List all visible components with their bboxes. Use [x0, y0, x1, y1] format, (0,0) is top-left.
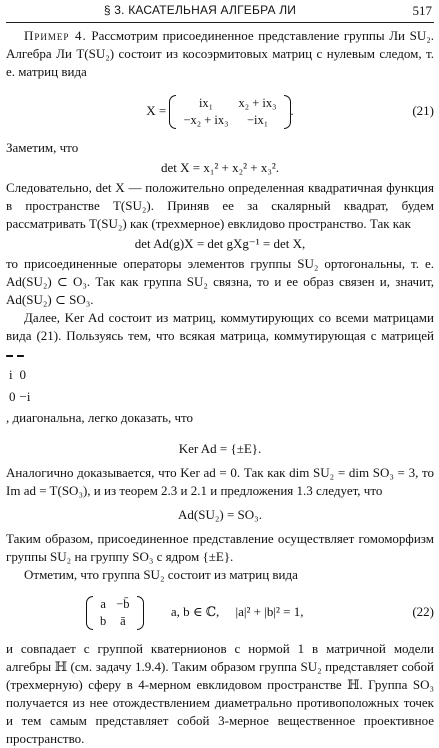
- matrix-cell: a: [100, 597, 106, 612]
- paragraph: Следовательно, det X — положительно определенная квадратичная функция в пространстве T(SU₂). Приняв ее за скалярный квадрат, будем рассматривать T(SU₂) как (трехмерное) евклидово пространство. Так как: [6, 180, 434, 231]
- example-label: Пример 4.: [24, 28, 87, 43]
- equation-number: (21): [412, 103, 434, 118]
- book-page: [6, 0, 434, 746]
- equation-ker: Ker Ad = {±E}.: [178, 441, 262, 456]
- paragraph-text: Далее, Ker Ad состоит из матриц, коммутирующих со всеми матрицами вида (21). Пользуясь тем, что всякая матрица, коммутирующая с матрицей: [6, 310, 434, 343]
- section-title: § 3. КАСАТЕЛЬНАЯ АЛГЕБРА ЛИ: [103, 3, 297, 17]
- matrix-cell: ā: [120, 614, 126, 629]
- equation-ad-su2: Ad(SU₂) = SO₃.: [178, 507, 262, 522]
- paragraph: и совпадает с группой кватернионов с нормой 1 в матричной модели алгебры ℍ (см. задачу 1.9.4). Таким образом группа SU₂ представляет собой (трехмерную) сферу в 4-мерном евклидовом пространстве ℍ. Группа SO₃ получается из нее отождествлением диаметрально противоположных точек и тем самым представляет собой 3-мерное вещественное проективное пространство.: [6, 641, 434, 746]
- paragraph: Аналогично доказывается, что Ker ad = 0. Так как dim SU₂ = dim SO₃ = 3, то Im ad = T(SO₃), и из теорем 2.3 и 2.1 и предложения 1.3 следует, что: [6, 465, 434, 498]
- paragraph: то присоединенные операторы элементов группы SU₂ ортогональны, т. е. Ad(SU₂) ⊂ O₃. Так как группа SU₂ связна, то и ее образ связен и, значит, Ad(SU₂) ⊂ SO₃.: [6, 256, 434, 307]
- equation-ad: det Ad(g)X = det gXg⁻¹ = det X,: [134, 236, 306, 251]
- equation-det: det X = x₁² + x₂² + x₃².: [160, 160, 280, 175]
- matrix-cell: i: [9, 367, 13, 382]
- matrix-su2: [86, 596, 144, 630]
- page-number: 517: [412, 3, 432, 18]
- equation-22: [6, 592, 434, 632]
- matrix-cell: b: [100, 614, 107, 629]
- equation-condition: a, b ∈ ℂ, |a|² + |b|² = 1,: [170, 604, 304, 619]
- equation-number: (22): [412, 604, 434, 619]
- paragraph: Таким образом, присоединенное представление осуществляет гомоморфизм группы SU₂ на группу SO₃ с ядром {±E}.: [6, 531, 434, 564]
- paragraph-ker: [6, 309, 434, 363]
- matrix-cell: 0: [9, 389, 16, 404]
- paragraph: Отметим, что группа SU₂ состоит из матриц вида: [24, 567, 298, 582]
- paragraph-text: Рассмотрим присоединенное представление группы Ли SU₂. Алгебра Ли T(SU₂) состоит из косоэрмитовых матриц с нулевым следом, т. е. матриц вида: [6, 28, 434, 79]
- matrix-cell: −x₂ + ix₃: [183, 113, 229, 128]
- matrix-x: [169, 95, 290, 129]
- matrix-cell: 0: [19, 367, 26, 382]
- equation-lhs: X =: [146, 103, 167, 118]
- matrix-cell: −b̄: [116, 597, 130, 612]
- paragraph: Заметим, что: [6, 140, 79, 155]
- paragraph-example-4: [6, 27, 434, 81]
- running-header: [6, 0, 434, 23]
- matrix-cell: ix₁: [198, 96, 214, 111]
- matrix-cell: −ix₁: [246, 113, 269, 128]
- equation-tail: .: [290, 103, 294, 118]
- page-body: [6, 27, 434, 748]
- matrix-cell: x₂ + ix₃: [238, 96, 277, 111]
- paragraph-text: , диагональна, легко доказать, что: [6, 410, 194, 425]
- matrix-cell: −i: [19, 389, 31, 404]
- equation-21: [6, 91, 434, 131]
